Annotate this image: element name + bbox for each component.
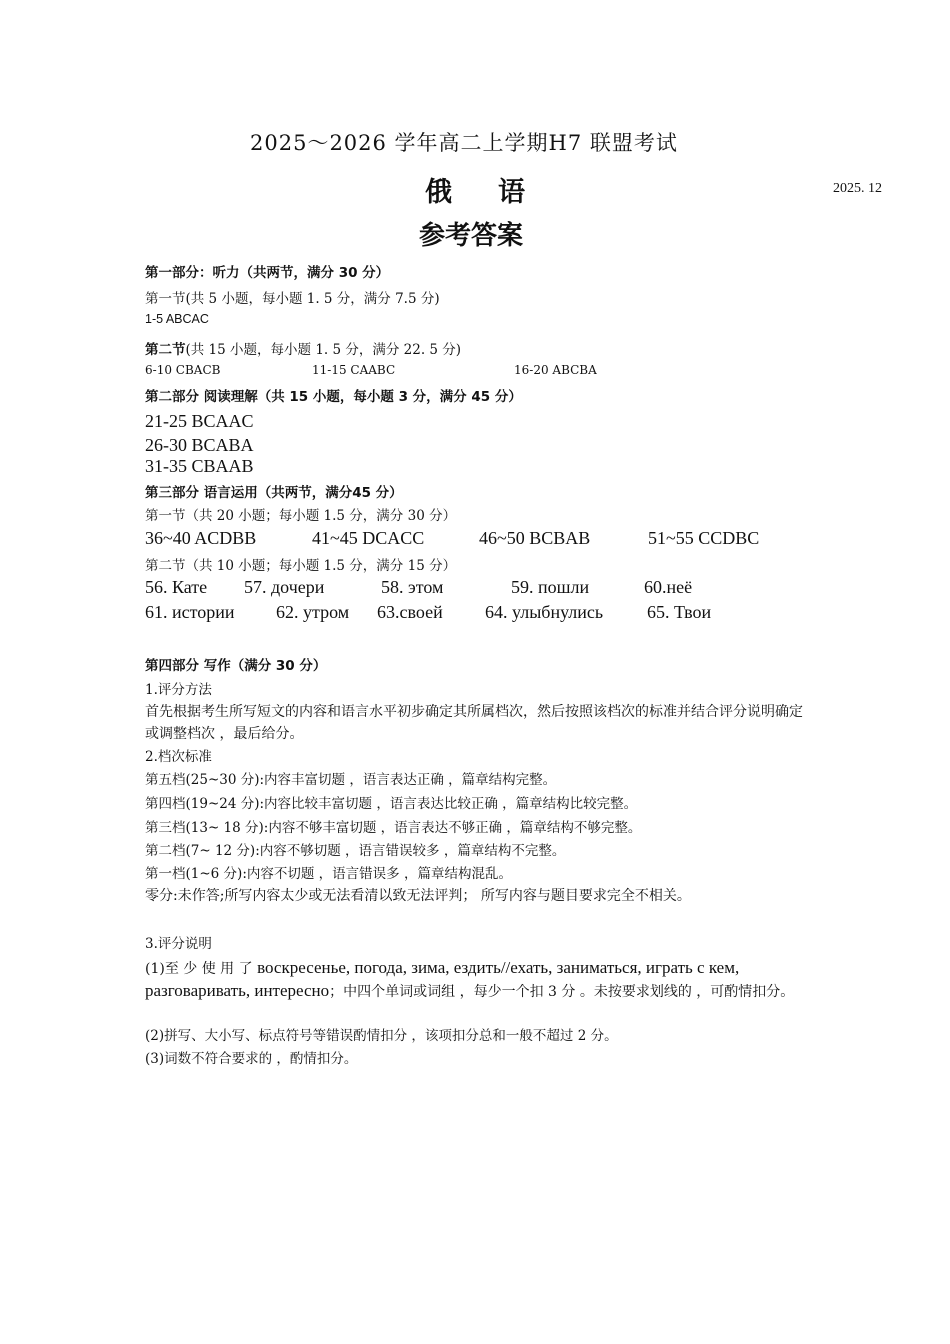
note-2: (2)拼写、大小写、标点符号等错误酌情扣分 ，该项扣分总和一般不超过 2 分。 [145, 1028, 618, 1044]
note-1-suffix: ；中四个单词或词组 ，每少一个扣 3 分 。未按要求划线的 ，可酌情扣分。 [329, 984, 795, 1000]
answer-57: 57. дочери [244, 577, 325, 597]
part1-section2-line [145, 338, 461, 358]
part3-section2-desc: 第二节（共 10 小题；每小题 1.5 分，满分 15 分） [145, 558, 457, 574]
scoring-method-text: 首先根据考生所写短文的内容和语言水平初步确定其所属档次，然后按照该档次的标准并结合评分说明确定或调整档次 ，最后给分。 [145, 704, 803, 742]
part1-section2-desc: (共 15 小题，每小题 1. 5 分，满分 22. 5 分) [185, 342, 462, 358]
scoring-method-title: 1.评分方法 [145, 682, 212, 698]
part3-section2-row1 [0, 577, 950, 601]
part3-section2-row2 [0, 602, 950, 626]
part3-heading: 第三部分 语言运用（共两节，满分45 分） [145, 485, 403, 501]
exam-title: 2025～2026 学年高二上学期H7 联盟考试 [250, 131, 678, 155]
answers-41-45: 41~45 DCACC [312, 528, 425, 548]
part2-answers-26-30: 26-30 BCABA [145, 435, 254, 455]
part1-answers-11-15: 11-15 CAABC [312, 363, 396, 377]
subject-char-2: 语 [498, 177, 525, 208]
answer-60: 60.неё [644, 577, 693, 597]
subject-title [425, 170, 525, 209]
answers-51-55: 51~55 CCDBC [648, 528, 760, 548]
level-2: 第二档(7~ 12 分):内容不够切题 ，语言错误较多 ，篇章结构不完整。 [145, 843, 566, 859]
note-1-russian-words: воскресенье, погода, зима, ездить//ехать, заниматься, играть с кем, разговаривать, интересно [145, 958, 740, 1000]
answer-63: 63.своей [377, 602, 443, 622]
answer-64: 64. улыбнулись [485, 602, 604, 622]
answer-65: 65. Твои [647, 602, 712, 622]
zero-score-text: 零分:未作答;所写内容太少或无法看清以致无法评判； 所写内容与题目要求完全不相关。 [145, 888, 691, 904]
part3-section1-answers [0, 528, 950, 552]
answer-56: 56. Кате [145, 577, 208, 597]
answer-62: 62. утром [276, 602, 350, 622]
level-1: 第一档(1~6 分):内容不切题 ，语言错误多 ，篇章结构混乱。 [145, 866, 512, 882]
note-1 [145, 957, 810, 1003]
answers-46-50: 46~50 BCBAB [479, 528, 591, 548]
levels-title: 2.档次标准 [145, 749, 212, 765]
part1-heading: 第一部分：听力（共两节，满分 30 分） [145, 265, 390, 281]
subject-char-1: 俄 [425, 177, 452, 208]
note-1-prefix: (1)至 少 使 用 了 [145, 961, 258, 977]
part1-answers-16-20: 16-20 ABCBA [514, 363, 597, 377]
part2-answers-21-25: 21-25 BCAAC [145, 411, 254, 431]
level-4: 第四档(19~24 分):内容比较丰富切题 ，语言表达比较正确 ，篇章结构比较完整。 [145, 796, 638, 812]
notes-title: 3.评分说明 [145, 936, 212, 952]
part1-section2-label: 第二节 [145, 342, 186, 358]
part2-answers-31-35: 31-35 CBAAB [145, 456, 254, 476]
note-3: (3)词数不符合要求的 ，酌情扣分。 [145, 1051, 358, 1067]
level-5: 第五档(25~30 分):内容丰富切题 ，语言表达正确 ，篇章结构完整。 [145, 772, 557, 788]
exam-date: 2025. 12 [833, 181, 882, 196]
answer-59: 59. пошли [511, 577, 590, 597]
answer-key-title: 参考答案 [419, 221, 524, 251]
answers-36-40: 36~40 ACDBB [145, 528, 257, 548]
part1-answers-6-10: 6-10 CBACB [145, 363, 221, 377]
part1-section1-desc: 第一节(共 5 小题，每小题 1. 5 分，满分 7.5 分) [145, 291, 440, 307]
answer-58: 58. этом [381, 577, 444, 597]
part4-heading: 第四部分 写作（满分 30 分） [145, 658, 327, 674]
part1-section1-answers: 1-5 ABCAC [145, 312, 209, 326]
level-3: 第三档(13~ 18 分):内容不够丰富切题 ，语言表达不够正确 ，篇章结构不够完整。 [145, 820, 642, 836]
part3-section1-desc: 第一节（共 20 小题；每小题 1.5 分，满分 30 分） [145, 508, 457, 524]
answer-61: 61. истории [145, 602, 235, 622]
part2-heading: 第二部分 阅读理解（共 15 小题，每小题 3 分，满分 45 分） [145, 389, 522, 405]
